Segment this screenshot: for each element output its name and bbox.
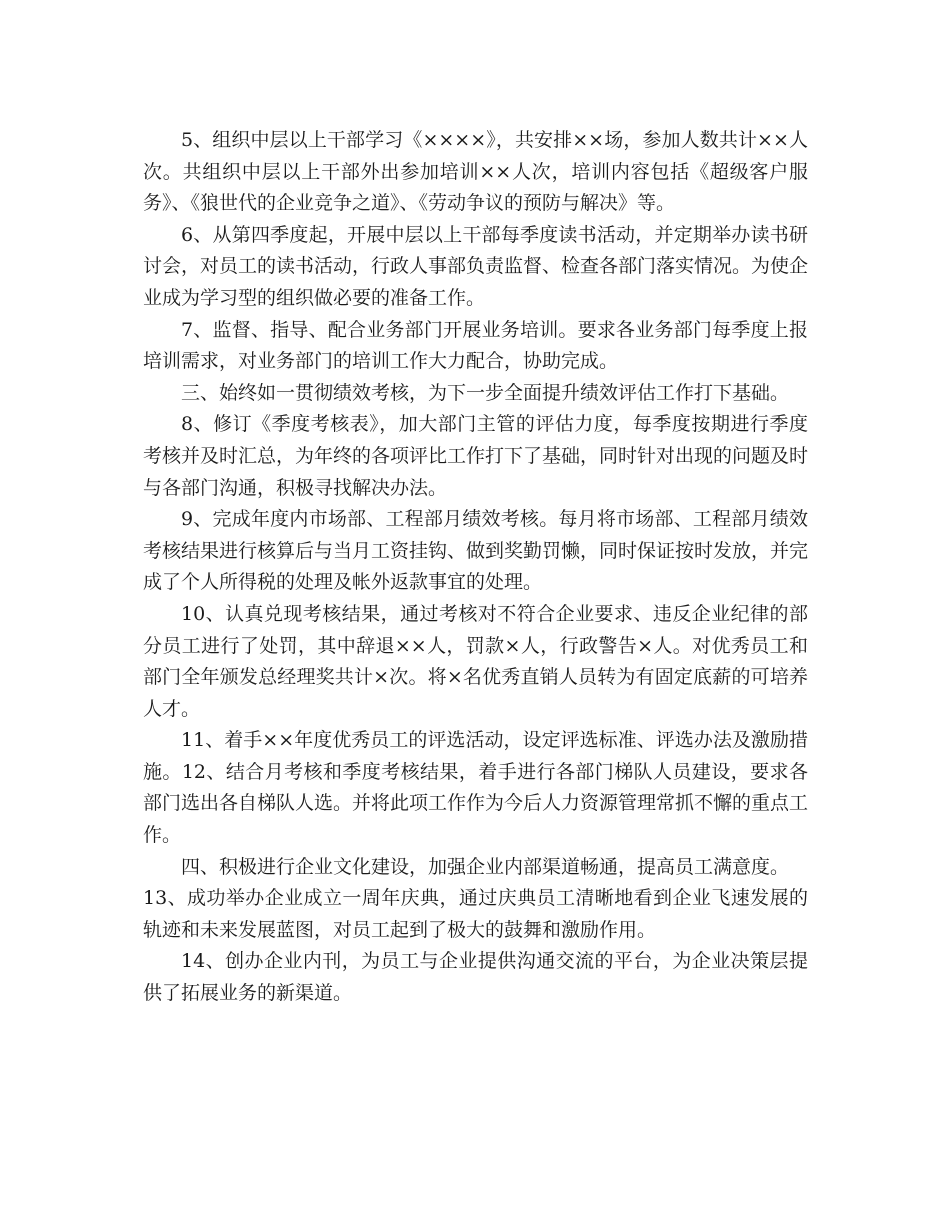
paragraph-item-13: 13、成功举办企业成立一周年庆典，通过庆典员工清晰地看到企业飞速发展的轨迹和未来发展蓝图，对员工起到了极大的鼓舞和激励作用。 bbox=[143, 887, 808, 941]
section-heading-4: 四、积极进行企业文化建设，加强企业内部渠道畅通，提高员工满意度。 bbox=[181, 855, 790, 878]
paragraph-item-6: 6、从第四季度起，开展中层以上干部每季度读书活动，并定期举办读书研讨会，对员工的读书活动，行政人事部负责监督、检查各部门落实情况。为使企业成为学习型的组织做必要的准备工作。 bbox=[143, 223, 809, 309]
paragraph-item-8: 8、修订《季度考核表》，加大部门主管的评估力度，每季度按期进行季度考核并及时汇总，为年终的各项评比工作打下了基础，同时针对出现的问题及时与各部门沟通，积极寻找解决办法。 bbox=[143, 413, 809, 499]
section-heading-3: 三、始终如一贯彻绩效考核，为下一步全面提升绩效评估工作打下基础。 bbox=[181, 381, 790, 404]
paragraph-item-10: 10、认真兑现考核结果，通过考核对不符合企业要求、违反企业纪律的部分员工进行了处罚，其中辞退××人，罚款×人，行政警告×人。对优秀员工和部门全年颁发总经理奖共计×次。将×名优秀直销人员转为有固定底薪的可培养人才。 bbox=[143, 602, 808, 720]
paragraph-item-14: 14、创办企业内刊，为员工与企业提供沟通交流的平台，为企业决策层提供了拓展业务的新渠道。 bbox=[143, 950, 808, 1005]
paragraph-item-9: 9、完成年度内市场部、工程部月绩效考核。每月将市场部、工程部月绩效考核结果进行核算后与当月工资挂钩、做到奖勤罚懒，同时保证按时发放，并完成了个人所得税的处理及帐外返款事宜的处理。 bbox=[143, 508, 809, 594]
paragraph-item-5: 5、组织中层以上干部学习《××××》，共安排××场，参加人数共计××人次。共组织中层以上干部外出参加培训××人次，培训内容包括《超级客户服务》、《狼世代的企业竞争之道》、《劳动争议的预防与解决》等。 bbox=[143, 129, 808, 215]
document-body bbox=[143, 125, 808, 1010]
paragraph-item-7: 7、监督、指导、配合业务部门开展业务培训。要求各业务部门每季度上报培训需求，对业务部门的培训工作大力配合，协助完成。 bbox=[143, 318, 808, 373]
paragraph-item-11-12: 11、着手××年度优秀员工的评选活动，设定评选标准、评选办法及激励措施。12、结合月考核和季度考核结果，着手进行各部门梯队人员建设，要求各部门选出各自梯队人选。并将此项工作作为今后人力资源管理常抓不懈的重点工作。 bbox=[143, 729, 809, 847]
